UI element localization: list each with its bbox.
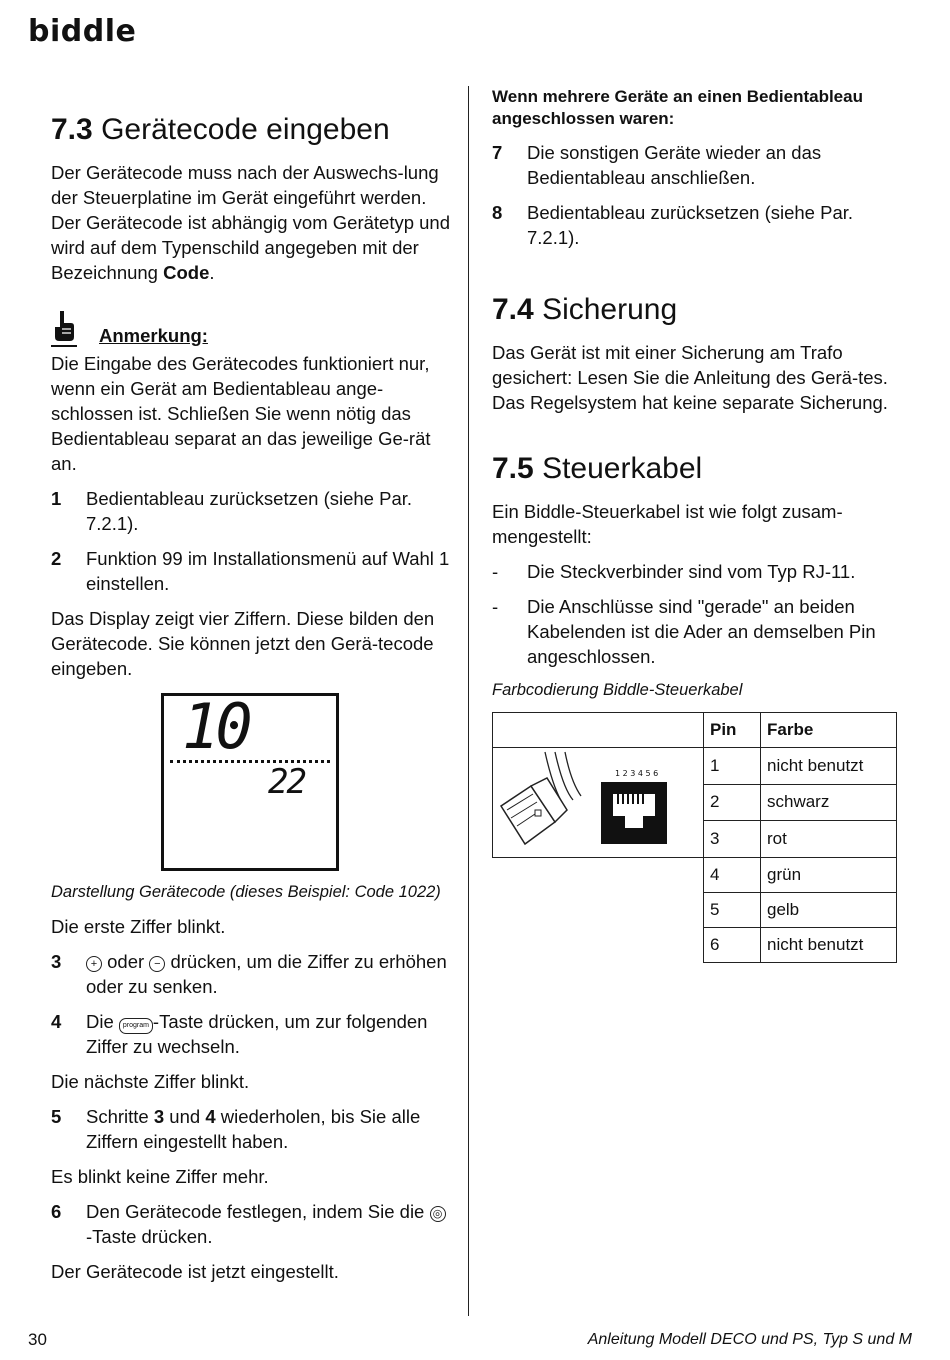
step-ref: 3	[153, 1106, 165, 1127]
text: oder	[102, 951, 150, 972]
step-8	[492, 200, 902, 250]
empty-cell	[493, 928, 704, 963]
step-text	[86, 1199, 451, 1249]
step-text: Funktion 99 im Installationsmenü auf Wahl 1 einstellen.	[86, 548, 450, 594]
color-cell: nicht benutzt	[761, 748, 897, 785]
program-key-icon: program	[119, 1018, 153, 1034]
text: -Taste drücken.	[86, 1226, 213, 1247]
footer-title: Anleitung Modell DECO und PS, Typ S und M	[587, 1331, 912, 1348]
empty-cell	[493, 893, 704, 928]
text: Schritte	[86, 1106, 154, 1127]
table-caption: Farbcodierung Biddle-Steuerkabel	[492, 681, 743, 699]
step-number: 1	[51, 488, 62, 509]
pin-cell: 1	[704, 748, 761, 785]
done-text: Der Gerätecode ist jetzt eingestellt.	[51, 1261, 339, 1282]
intro-paragraph	[51, 160, 451, 285]
text: -Taste drücken, um zur folgenden Ziffer zu wechseln.	[86, 1011, 428, 1057]
step-number: 3	[51, 951, 62, 972]
section-number: 7.5	[492, 452, 534, 485]
bullet-text: Die Anschlüsse sind "gerade" an beiden Kabelenden ist die Ader an demselben Pin angeschlossen.	[527, 596, 876, 667]
step-number: 2	[51, 548, 62, 569]
note-text: Die Eingabe des Gerätecodes funktioniert nur, wenn ein Gerät am Bedientableau ange-schlossen ist. Schließen Sie wenn nötig das Bedientableau separat an das jeweilige Ge-rät an.	[51, 353, 431, 474]
bullet-1	[492, 559, 902, 584]
pointing-hand-icon	[51, 309, 77, 347]
color-code-table	[492, 712, 897, 963]
intro-end: .	[209, 262, 215, 283]
step-4	[51, 1009, 451, 1059]
step-text: Bedientableau zurücksetzen (siehe Par. 7.2.1).	[527, 202, 854, 248]
none-blinks-text: Es blinkt keine Ziffer mehr.	[51, 1166, 269, 1187]
lcd-top-digits: 10	[182, 690, 249, 763]
color-cell: schwarz	[761, 784, 897, 821]
step-7	[492, 140, 902, 190]
step-ref: 4	[205, 1106, 216, 1127]
step-text	[86, 1009, 451, 1059]
lcd-display	[161, 690, 339, 871]
table-header-row	[493, 713, 897, 748]
note-label: Anmerkung:	[99, 325, 208, 346]
rj11-connector-icon	[493, 748, 693, 852]
bullet-mark: -	[492, 596, 499, 617]
farbe-header: Farbe	[761, 713, 897, 748]
right-column	[492, 86, 902, 963]
confirm-key-icon: ◎	[430, 1206, 446, 1222]
color-cell: rot	[761, 821, 897, 858]
text: Die	[86, 1011, 119, 1032]
left-column	[51, 112, 451, 1294]
step-text: Die sonstigen Geräte wieder an das Bedientableau anschließen.	[527, 142, 822, 188]
minus-key-icon: −	[149, 956, 165, 972]
bullet-mark: -	[492, 561, 499, 582]
lcd-dotted-line	[170, 760, 330, 763]
section-title: Steuerkabel	[542, 452, 703, 485]
table-row	[493, 858, 897, 893]
step-2	[51, 546, 451, 596]
step-number: 7	[492, 142, 503, 163]
text: drücken, um die Ziffer zu erhöhen oder zu senken.	[86, 951, 447, 997]
step-6	[51, 1199, 451, 1249]
step-text: Bedientableau zurücksetzen (siehe Par. 7.2.1).	[86, 488, 413, 534]
jack-pin-numbers: 1 2 3 4 5 6	[615, 769, 659, 778]
column-divider	[468, 86, 469, 1316]
step-5	[51, 1104, 451, 1154]
code-term: Code	[163, 262, 210, 283]
section-number: 7.4	[492, 293, 534, 326]
text: wiederholen, bis Sie alle Ziffern eingestellt haben.	[86, 1106, 421, 1152]
step-number: 4	[51, 1011, 62, 1032]
intro-text: Der Gerätecode muss nach der Auswechs-lung der Steuerplatine im Gerät eingeführt werden. Der Gerätecode ist abhängig vom Gerätetyp und wird auf dem Typenschild angegeben mit der Bezeichnung	[51, 162, 451, 283]
first-blinks-text: Die erste Ziffer blinkt.	[51, 916, 226, 937]
empty-cell	[493, 858, 704, 893]
connector-illustration-cell	[493, 748, 704, 858]
step-text	[86, 1104, 451, 1154]
text: Den Gerätecode festlegen, indem Sie die	[86, 1201, 430, 1222]
note-header	[51, 309, 451, 347]
section-title: Sicherung	[542, 293, 678, 326]
step-number: 6	[51, 1201, 62, 1222]
section-title: Gerätecode eingeben	[101, 113, 390, 146]
pin-cell: 3	[704, 821, 761, 858]
page-number: 30	[28, 1330, 47, 1349]
section-7-4-heading	[492, 292, 902, 328]
lcd-caption: Darstellung Gerätecode (dieses Beispiel: Code 1022)	[51, 883, 441, 901]
pin-cell: 2	[704, 784, 761, 821]
header-empty-cell	[493, 713, 704, 748]
table-row	[493, 748, 897, 785]
text: und	[164, 1106, 206, 1127]
display-paragraph: Das Display zeigt vier Ziffern. Diese bilden den Gerätecode. Sie können jetzt den Gerä-tecode eingeben.	[51, 608, 435, 679]
section-7-5-heading	[492, 451, 902, 487]
table-row	[493, 928, 897, 963]
plus-key-icon: +	[86, 956, 102, 972]
color-cell: gelb	[761, 893, 897, 928]
step-number: 8	[492, 202, 503, 223]
section-number: 7.3	[51, 113, 93, 146]
step-1	[51, 486, 451, 536]
section-7-4-text: Das Gerät ist mit einer Sicherung am Trafo gesichert: Lesen Sie die Anleitung des Gerä-tes. Das Regelsystem hat keine separate Sicherung.	[492, 342, 888, 413]
bullet-text: Die Steckverbinder sind vom Typ RJ-11.	[527, 561, 856, 582]
lcd-bottom-digits: 22	[268, 762, 305, 802]
pin-cell: 4	[704, 858, 761, 893]
step-number: 5	[51, 1106, 62, 1127]
biddle-logo: biddle	[28, 14, 137, 49]
section-7-5-text: Ein Biddle-Steuerkabel ist wie folgt zusam-mengestellt:	[492, 501, 843, 547]
pin-cell: 5	[704, 893, 761, 928]
bullet-2	[492, 594, 902, 669]
section-7-3-heading	[51, 112, 451, 148]
multi-device-heading: Wenn mehrere Geräte an einen Bedientableau angeschlossen waren:	[492, 87, 863, 128]
pin-header: Pin	[704, 713, 761, 748]
step-text	[86, 949, 451, 999]
color-cell: nicht benutzt	[761, 928, 897, 963]
next-blinks-text: Die nächste Ziffer blinkt.	[51, 1071, 250, 1092]
pin-cell: 6	[704, 928, 761, 963]
step-3	[51, 949, 451, 999]
table-row	[493, 893, 897, 928]
color-cell: grün	[761, 858, 897, 893]
